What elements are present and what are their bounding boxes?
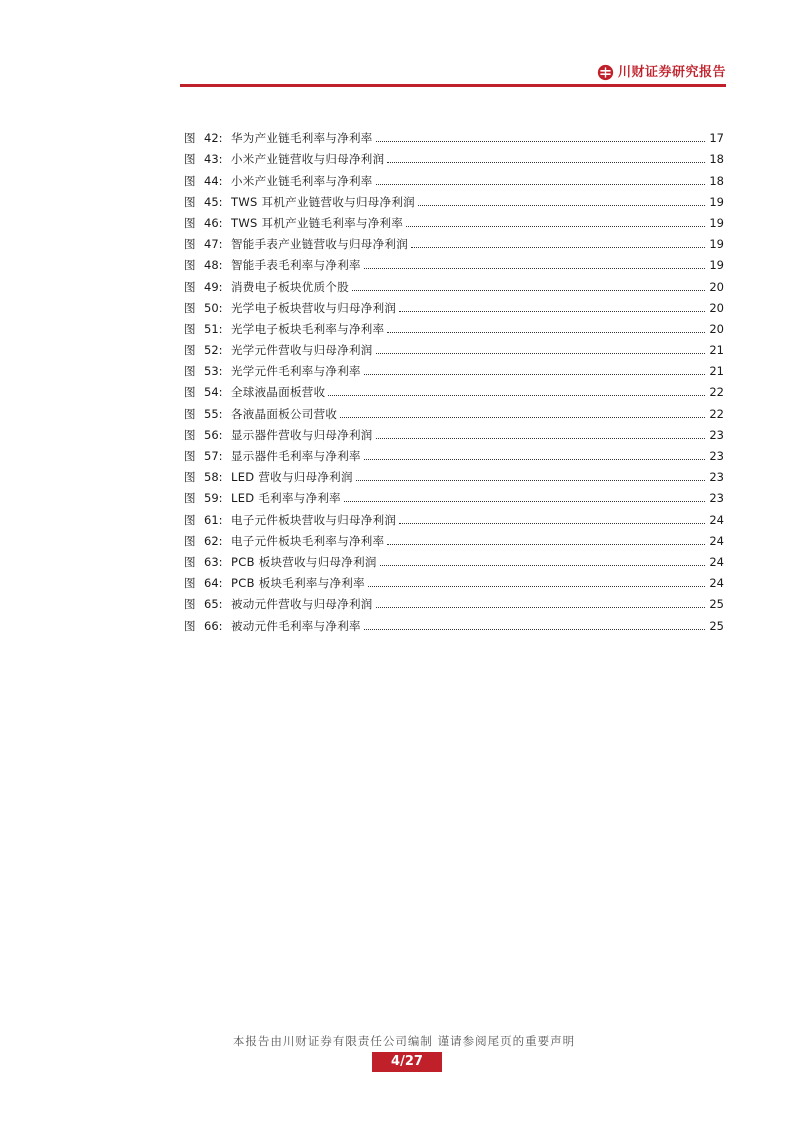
toc-title: 显示器件毛利率与净利率: [231, 449, 361, 463]
toc-number: 45:: [204, 194, 223, 209]
toc-page: 23: [709, 470, 724, 485]
toc-entry[interactable]: [184, 611, 724, 632]
toc-figure-prefix: 图: [184, 258, 196, 273]
toc-title: 显示器件营收与归母净利润: [231, 427, 373, 442]
toc-figure-number: [184, 280, 231, 294]
toc-figure-prefix: 图: [184, 533, 196, 548]
toc-title: PCB 板块毛利率与净利率: [231, 576, 365, 591]
toc-figure-number: [184, 385, 231, 399]
toc-number: 52:: [204, 343, 223, 358]
toc-title: 光学元件营收与归母净利润: [231, 343, 373, 358]
toc-figure-prefix: 图: [184, 131, 196, 146]
toc-page: 17: [709, 131, 724, 146]
toc-leader-dots: [356, 480, 705, 481]
toc-figure-prefix: 图: [184, 470, 196, 485]
toc-figure-number: [184, 131, 231, 145]
page-number: 4/27: [372, 1052, 442, 1072]
toc-number: 61:: [204, 512, 223, 527]
toc-number: 50:: [204, 300, 223, 315]
toc-page: 19: [709, 215, 724, 230]
toc-number: 63:: [204, 554, 223, 569]
toc-number: 46:: [204, 215, 223, 230]
toc-number: 55:: [204, 406, 223, 421]
toc-figure-number: [184, 470, 231, 484]
toc-page: 19: [709, 194, 724, 209]
toc-page: 24: [709, 533, 724, 548]
toc-number: 48:: [204, 258, 223, 273]
toc-figure-number: [184, 364, 231, 378]
toc-entry[interactable]: [184, 357, 724, 378]
toc-entry[interactable]: [184, 272, 724, 293]
toc-figure-prefix: 图: [184, 385, 196, 400]
chuancai-logo-icon: [597, 64, 614, 81]
toc-title: 消费电子板块优质个股: [231, 279, 349, 294]
toc-figure-number: [184, 343, 231, 357]
toc-number: 53:: [204, 364, 223, 379]
toc-leader-dots: [399, 523, 705, 524]
toc-leader-dots: [368, 586, 705, 587]
toc-entry[interactable]: [184, 505, 724, 526]
toc-entry[interactable]: [184, 124, 724, 145]
toc-figure-prefix: 图: [184, 618, 196, 633]
toc-title: 电子元件板块营收与归母净利润: [231, 512, 397, 527]
toc-figure-prefix: 图: [184, 152, 196, 167]
toc-leader-dots: [387, 332, 705, 333]
toc-page: 20: [709, 321, 724, 336]
toc-number: 56:: [204, 427, 223, 442]
page-header: [180, 64, 726, 88]
toc-number: 66:: [204, 618, 223, 633]
toc-title: 光学电子板块毛利率与净利率: [231, 321, 385, 336]
toc-figure-number: [184, 555, 231, 569]
toc-number: 64:: [204, 576, 223, 591]
toc-figure-prefix: 图: [184, 279, 196, 294]
toc-entry[interactable]: [184, 569, 724, 590]
toc-title: 智能手表产业链营收与归母净利润: [231, 237, 408, 252]
toc-title: TWS 耳机产业链营收与归母净利润: [231, 194, 415, 209]
toc-entry[interactable]: [184, 251, 724, 272]
toc-leader-dots: [364, 268, 705, 269]
toc-figure-number: [184, 619, 231, 633]
toc-leader-dots: [328, 395, 705, 396]
toc-figure-number: [184, 237, 231, 251]
toc-figure-number: [184, 491, 231, 505]
toc-number: 62:: [204, 533, 223, 548]
toc-title: LED 毛利率与净利率: [231, 491, 341, 506]
toc-entry[interactable]: [184, 188, 724, 209]
header-rule: [180, 84, 726, 87]
toc-figure-prefix: 图: [184, 194, 196, 209]
toc-number: 58:: [204, 470, 223, 485]
toc-page: 24: [709, 512, 724, 527]
toc-number: 65:: [204, 597, 223, 612]
toc-page: 19: [709, 258, 724, 273]
toc-leader-dots: [376, 353, 705, 354]
toc-entry[interactable]: [184, 484, 724, 505]
toc-page: 25: [709, 597, 724, 612]
toc-number: 44:: [204, 173, 223, 188]
toc-leader-dots: [364, 374, 705, 375]
toc-page: 24: [709, 576, 724, 591]
toc-figure-prefix: 图: [184, 512, 196, 527]
toc-page: 21: [709, 364, 724, 379]
toc-number: 42:: [204, 131, 223, 146]
toc-page: 18: [709, 173, 724, 188]
toc-entry[interactable]: [184, 145, 724, 166]
toc-number: 49:: [204, 279, 223, 294]
toc-title: LED 营收与归母净利润: [231, 470, 353, 485]
toc-figure-number: [184, 576, 231, 590]
toc-figure-number: [184, 174, 231, 188]
toc-page: 24: [709, 554, 724, 569]
toc-leader-dots: [340, 417, 705, 418]
toc-figure-number: [184, 428, 231, 442]
toc-leader-dots: [376, 438, 705, 439]
toc-title: 被动元件营收与归母净利润: [231, 597, 373, 612]
toc-entry[interactable]: [184, 527, 724, 548]
toc-title: PCB 板块营收与归母净利润: [231, 554, 377, 569]
toc-figure-prefix: 图: [184, 300, 196, 315]
toc-figure-prefix: 图: [184, 215, 196, 230]
toc-title: 光学电子板块营收与归母净利润: [231, 300, 397, 315]
toc-entry[interactable]: [184, 166, 724, 187]
toc-page: 23: [709, 449, 724, 463]
toc-title: 小米产业链毛利率与净利率: [231, 173, 373, 188]
toc-leader-dots: [364, 629, 705, 630]
toc-figure-prefix: 图: [184, 406, 196, 421]
toc-entry[interactable]: [184, 442, 724, 463]
brand: [597, 64, 726, 81]
toc-number: 59:: [204, 491, 223, 506]
toc-page: 25: [709, 618, 724, 633]
toc-leader-dots: [352, 290, 705, 291]
toc-title: 各液晶面板公司营收: [231, 406, 338, 421]
toc-leader-dots: [364, 459, 705, 460]
toc-figure-prefix: 图: [184, 491, 196, 506]
toc-title: 电子元件板块毛利率与净利率: [231, 533, 385, 548]
toc-figure-number: [184, 216, 231, 230]
toc-leader-dots: [406, 226, 705, 227]
toc-leader-dots: [376, 141, 705, 142]
toc-leader-dots: [387, 162, 705, 163]
toc-figure-prefix: 图: [184, 321, 196, 336]
toc-number: 54:: [204, 385, 223, 400]
toc-figure-number: [184, 258, 231, 272]
toc-leader-dots: [387, 544, 705, 545]
toc-figure-number: [184, 301, 231, 315]
toc-figure-prefix: 图: [184, 237, 196, 252]
toc-figure-prefix: 图: [184, 597, 196, 612]
toc-number: 47:: [204, 237, 223, 252]
toc-figure-prefix: 图: [184, 343, 196, 358]
toc-entry[interactable]: [184, 209, 724, 230]
toc-figure-prefix: 图: [184, 449, 196, 463]
toc-entry[interactable]: [184, 378, 724, 399]
toc-entry[interactable]: [184, 399, 724, 420]
toc-figure-number: [184, 597, 231, 611]
toc-entry[interactable]: [184, 315, 724, 336]
toc-entry[interactable]: [184, 421, 724, 442]
toc-title: 华为产业链毛利率与净利率: [231, 131, 373, 146]
footer-disclaimer: 本报告由川财证券有限责任公司编制 谨请参阅尾页的重要声明: [232, 1034, 576, 1048]
toc-number: 51:: [204, 321, 223, 336]
toc-title: TWS 耳机产业链毛利率与净利率: [231, 215, 404, 230]
toc-figure-prefix: 图: [184, 576, 196, 591]
toc-page: 22: [709, 406, 724, 421]
toc-title: 被动元件毛利率与净利率: [231, 618, 361, 633]
toc-entry[interactable]: [184, 294, 724, 315]
toc-leader-dots: [380, 565, 705, 566]
toc-page: 19: [709, 237, 724, 252]
toc-figure-number: [184, 322, 231, 336]
brand-name: 川财证券研究报告: [617, 65, 726, 80]
toc-number: 43:: [204, 152, 223, 167]
toc-figure-number: [184, 152, 231, 166]
toc-title: 小米产业链营收与归母净利润: [231, 152, 385, 167]
toc-figure-number: [184, 449, 231, 463]
toc-figure-number: [184, 513, 231, 527]
toc-leader-dots: [376, 184, 705, 185]
toc-page: 22: [709, 385, 724, 400]
toc-title: 智能手表毛利率与净利率: [231, 258, 361, 273]
toc-figure-prefix: 图: [184, 427, 196, 442]
toc-figure-number: [184, 407, 231, 421]
toc-entry[interactable]: [184, 590, 724, 611]
toc-figure-number: [184, 195, 231, 209]
toc-page: 21: [709, 343, 724, 358]
toc-leader-dots: [376, 607, 705, 608]
toc-title: 全球液晶面板营收: [231, 385, 326, 400]
toc-figure-prefix: 图: [184, 173, 196, 188]
toc-title: 光学元件毛利率与净利率: [231, 364, 361, 379]
toc-entry[interactable]: [184, 463, 724, 484]
toc-leader-dots: [411, 247, 705, 248]
toc-page: 23: [709, 427, 724, 442]
toc-leader-dots: [418, 205, 705, 206]
toc-leader-dots: [344, 501, 705, 502]
toc-figure-prefix: 图: [184, 554, 196, 569]
toc-page: 23: [709, 491, 724, 506]
toc-page: 20: [709, 300, 724, 315]
toc-entry[interactable]: [184, 230, 724, 251]
toc-figure-prefix: 图: [184, 364, 196, 379]
toc-figure-number: [184, 534, 231, 548]
toc-number: 57:: [204, 449, 223, 463]
toc-entry[interactable]: [184, 548, 724, 569]
toc-page: 18: [709, 152, 724, 167]
figure-toc: [184, 124, 724, 633]
toc-entry[interactable]: [184, 336, 724, 357]
toc-page: 20: [709, 279, 724, 294]
toc-leader-dots: [399, 311, 705, 312]
